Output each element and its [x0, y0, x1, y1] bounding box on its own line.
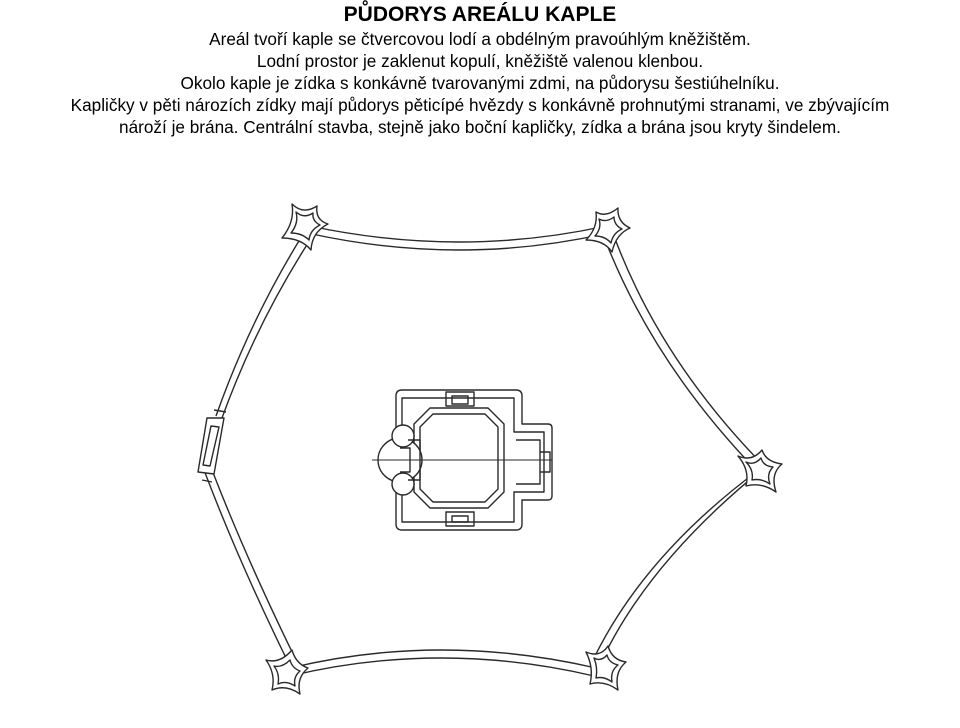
chapel-east	[738, 450, 782, 492]
page-title: PŮDORYS AREÁLU KAPLE	[343, 3, 617, 26]
description-line-4: Kapličky v pěti nározích zídky mají půdorys pěticípé hvězdy s konkávně prohnutými stranami, ve zbývajícím	[70, 95, 890, 115]
description-line-5: nároží je brána. Centrální stavba, stejně jako boční kapličky, zídka a brána jsou kryty šindelem.	[119, 117, 841, 137]
central-chapel	[372, 390, 552, 530]
chapel-southwest	[266, 650, 308, 694]
gate	[198, 410, 226, 482]
description-line-1: Areál tvoří kaple se čtvercovou lodí a obdélným pravoúhlým kněžištěm.	[209, 29, 751, 49]
chapel-southeast	[586, 646, 626, 690]
chapel-northeast	[586, 208, 630, 252]
description-line-2: Lodní prostor je zaklenut kopulí, kněžiště valenou klenbou.	[256, 51, 704, 71]
chapel-northwest	[282, 204, 328, 250]
description-line-3: Okolo kaple je zídka s konkávně tvarovanými zdmi, na půdorysu šestiúhelníku.	[180, 73, 780, 93]
